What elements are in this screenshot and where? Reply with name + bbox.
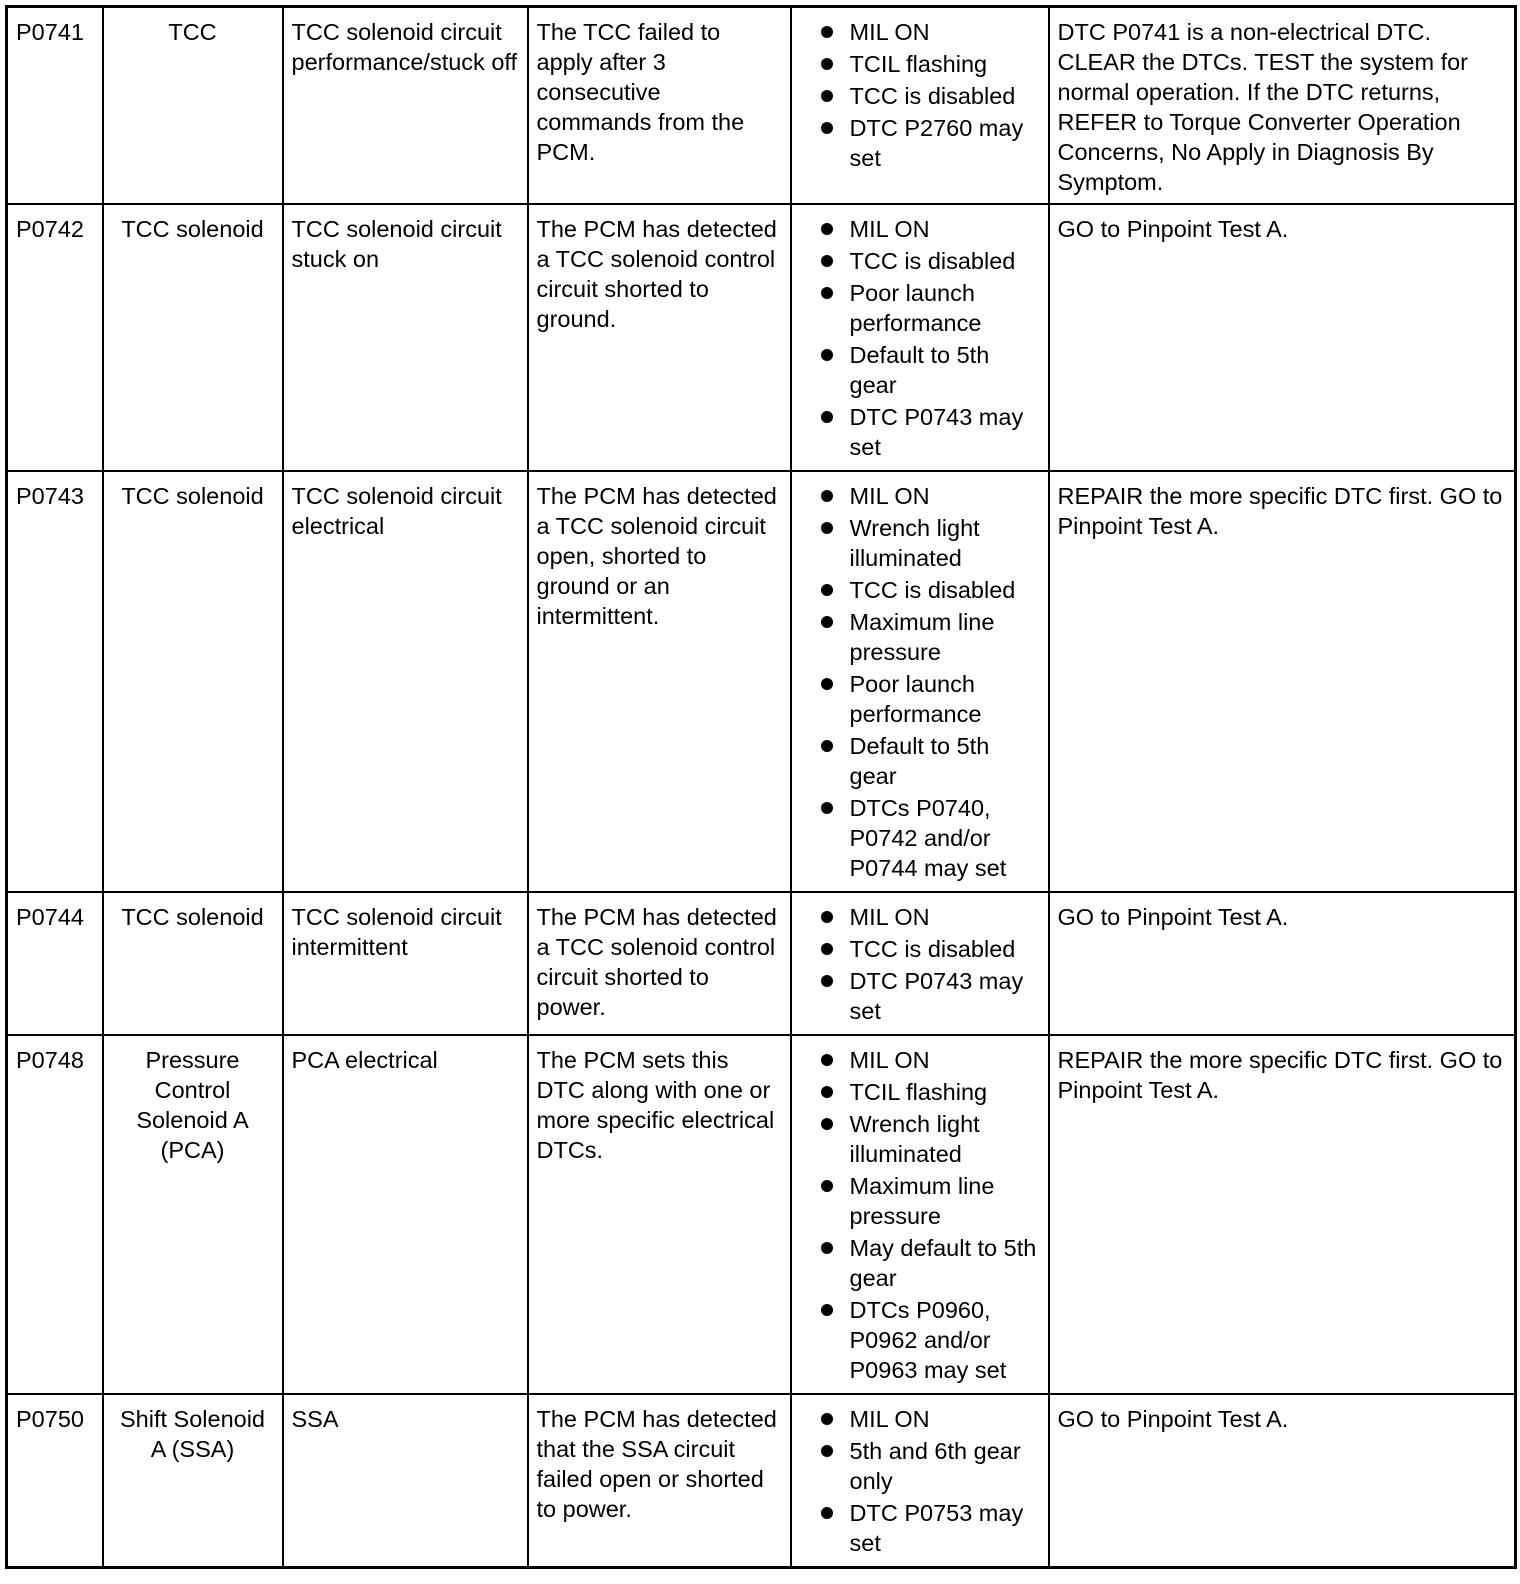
dtc-description: PCA electrical [283,1035,528,1394]
symptom-item: DTCs P0960, P0962 and/or P0963 may set [800,1295,1040,1385]
symptom-list [800,902,1040,1026]
symptom-item: DTC P0743 may set [800,402,1040,462]
monitor-name: TCC [103,7,283,205]
symptom-list [800,481,1040,883]
symptom-item: DTC P0743 may set [800,966,1040,1026]
dtc-code: P0750 [7,1394,103,1568]
symptom-item: Maximum line pressure [800,1171,1040,1231]
set-condition: The PCM sets this DTC along with one or more specific electrical DTCs. [528,1035,791,1394]
action-text: GO to Pinpoint Test A. [1049,892,1516,1035]
symptom-item: MIL ON [800,481,1040,511]
table-row [7,1035,1516,1394]
dtc-code: P0744 [7,892,103,1035]
set-condition: The PCM has detected a TCC solenoid control circuit shorted to power. [528,892,791,1035]
monitor-name: TCC solenoid [103,204,283,471]
set-condition: The PCM has detected a TCC solenoid control circuit shorted to ground. [528,204,791,471]
table-row [7,1394,1516,1568]
symptom-item: May default to 5th gear [800,1233,1040,1293]
dtc-description: TCC solenoid circuit intermittent [283,892,528,1035]
symptom-item: Poor launch performance [800,278,1040,338]
symptoms-cell [791,204,1049,471]
dtc-code: P0742 [7,204,103,471]
symptom-item: TCIL flashing [800,1077,1040,1107]
symptom-item: MIL ON [800,214,1040,244]
dtc-table [5,5,1517,1569]
monitor-name: TCC solenoid [103,471,283,892]
action-text: GO to Pinpoint Test A. [1049,1394,1516,1568]
action-text: DTC P0741 is a non-electrical DTC. CLEAR the DTCs. TEST the system for normal operation. If the DTC returns, REFER to Torque Converter Operation Concerns, No Apply in Diagnosis By Symptom. [1049,7,1516,205]
symptom-list [800,1404,1040,1558]
monitor-name: Pressure Control Solenoid A (PCA) [103,1035,283,1394]
symptom-list [800,17,1040,173]
symptoms-cell [791,7,1049,205]
dtc-description: SSA [283,1394,528,1568]
table-row [7,204,1516,471]
symptom-item: MIL ON [800,1045,1040,1075]
set-condition: The TCC failed to apply after 3 consecutive commands from the PCM. [528,7,791,205]
monitor-name: TCC solenoid [103,892,283,1035]
symptom-item: Default to 5th gear [800,340,1040,400]
dtc-description: TCC solenoid circuit stuck on [283,204,528,471]
action-text: GO to Pinpoint Test A. [1049,204,1516,471]
symptoms-cell [791,1035,1049,1394]
action-text: REPAIR the more specific DTC first. GO to Pinpoint Test A. [1049,1035,1516,1394]
symptom-list [800,214,1040,462]
table-row [7,471,1516,892]
symptom-item: Maximum line pressure [800,607,1040,667]
symptom-item: MIL ON [800,17,1040,47]
table-row [7,892,1516,1035]
dtc-code: P0743 [7,471,103,892]
set-condition: The PCM has detected a TCC solenoid circuit open, shorted to ground or an intermittent. [528,471,791,892]
symptom-item: Wrench light illuminated [800,513,1040,573]
symptom-item: TCC is disabled [800,575,1040,605]
dtc-description: TCC solenoid circuit performance/stuck off [283,7,528,205]
symptom-item: 5th and 6th gear only [800,1436,1040,1496]
symptoms-cell [791,471,1049,892]
symptom-item: MIL ON [800,1404,1040,1434]
symptom-item: MIL ON [800,902,1040,932]
symptom-item: TCC is disabled [800,246,1040,276]
table-row [7,7,1516,205]
symptoms-cell [791,1394,1049,1568]
symptom-item: Wrench light illuminated [800,1109,1040,1169]
symptom-item: TCC is disabled [800,81,1040,111]
symptom-item: DTCs P0740, P0742 and/or P0744 may set [800,793,1040,883]
action-text: REPAIR the more specific DTC first. GO to Pinpoint Test A. [1049,471,1516,892]
symptom-list [800,1045,1040,1385]
symptoms-cell [791,892,1049,1035]
dtc-code: P0748 [7,1035,103,1394]
symptom-item: Poor launch performance [800,669,1040,729]
symptom-item: TCIL flashing [800,49,1040,79]
dtc-description: TCC solenoid circuit electrical [283,471,528,892]
symptom-item: DTC P0753 may set [800,1498,1040,1558]
set-condition: The PCM has detected that the SSA circuit failed open or shorted to power. [528,1394,791,1568]
monitor-name: Shift Solenoid A (SSA) [103,1394,283,1568]
symptom-item: TCC is disabled [800,934,1040,964]
symptom-item: Default to 5th gear [800,731,1040,791]
symptom-item: DTC P2760 may set [800,113,1040,173]
dtc-code: P0741 [7,7,103,205]
